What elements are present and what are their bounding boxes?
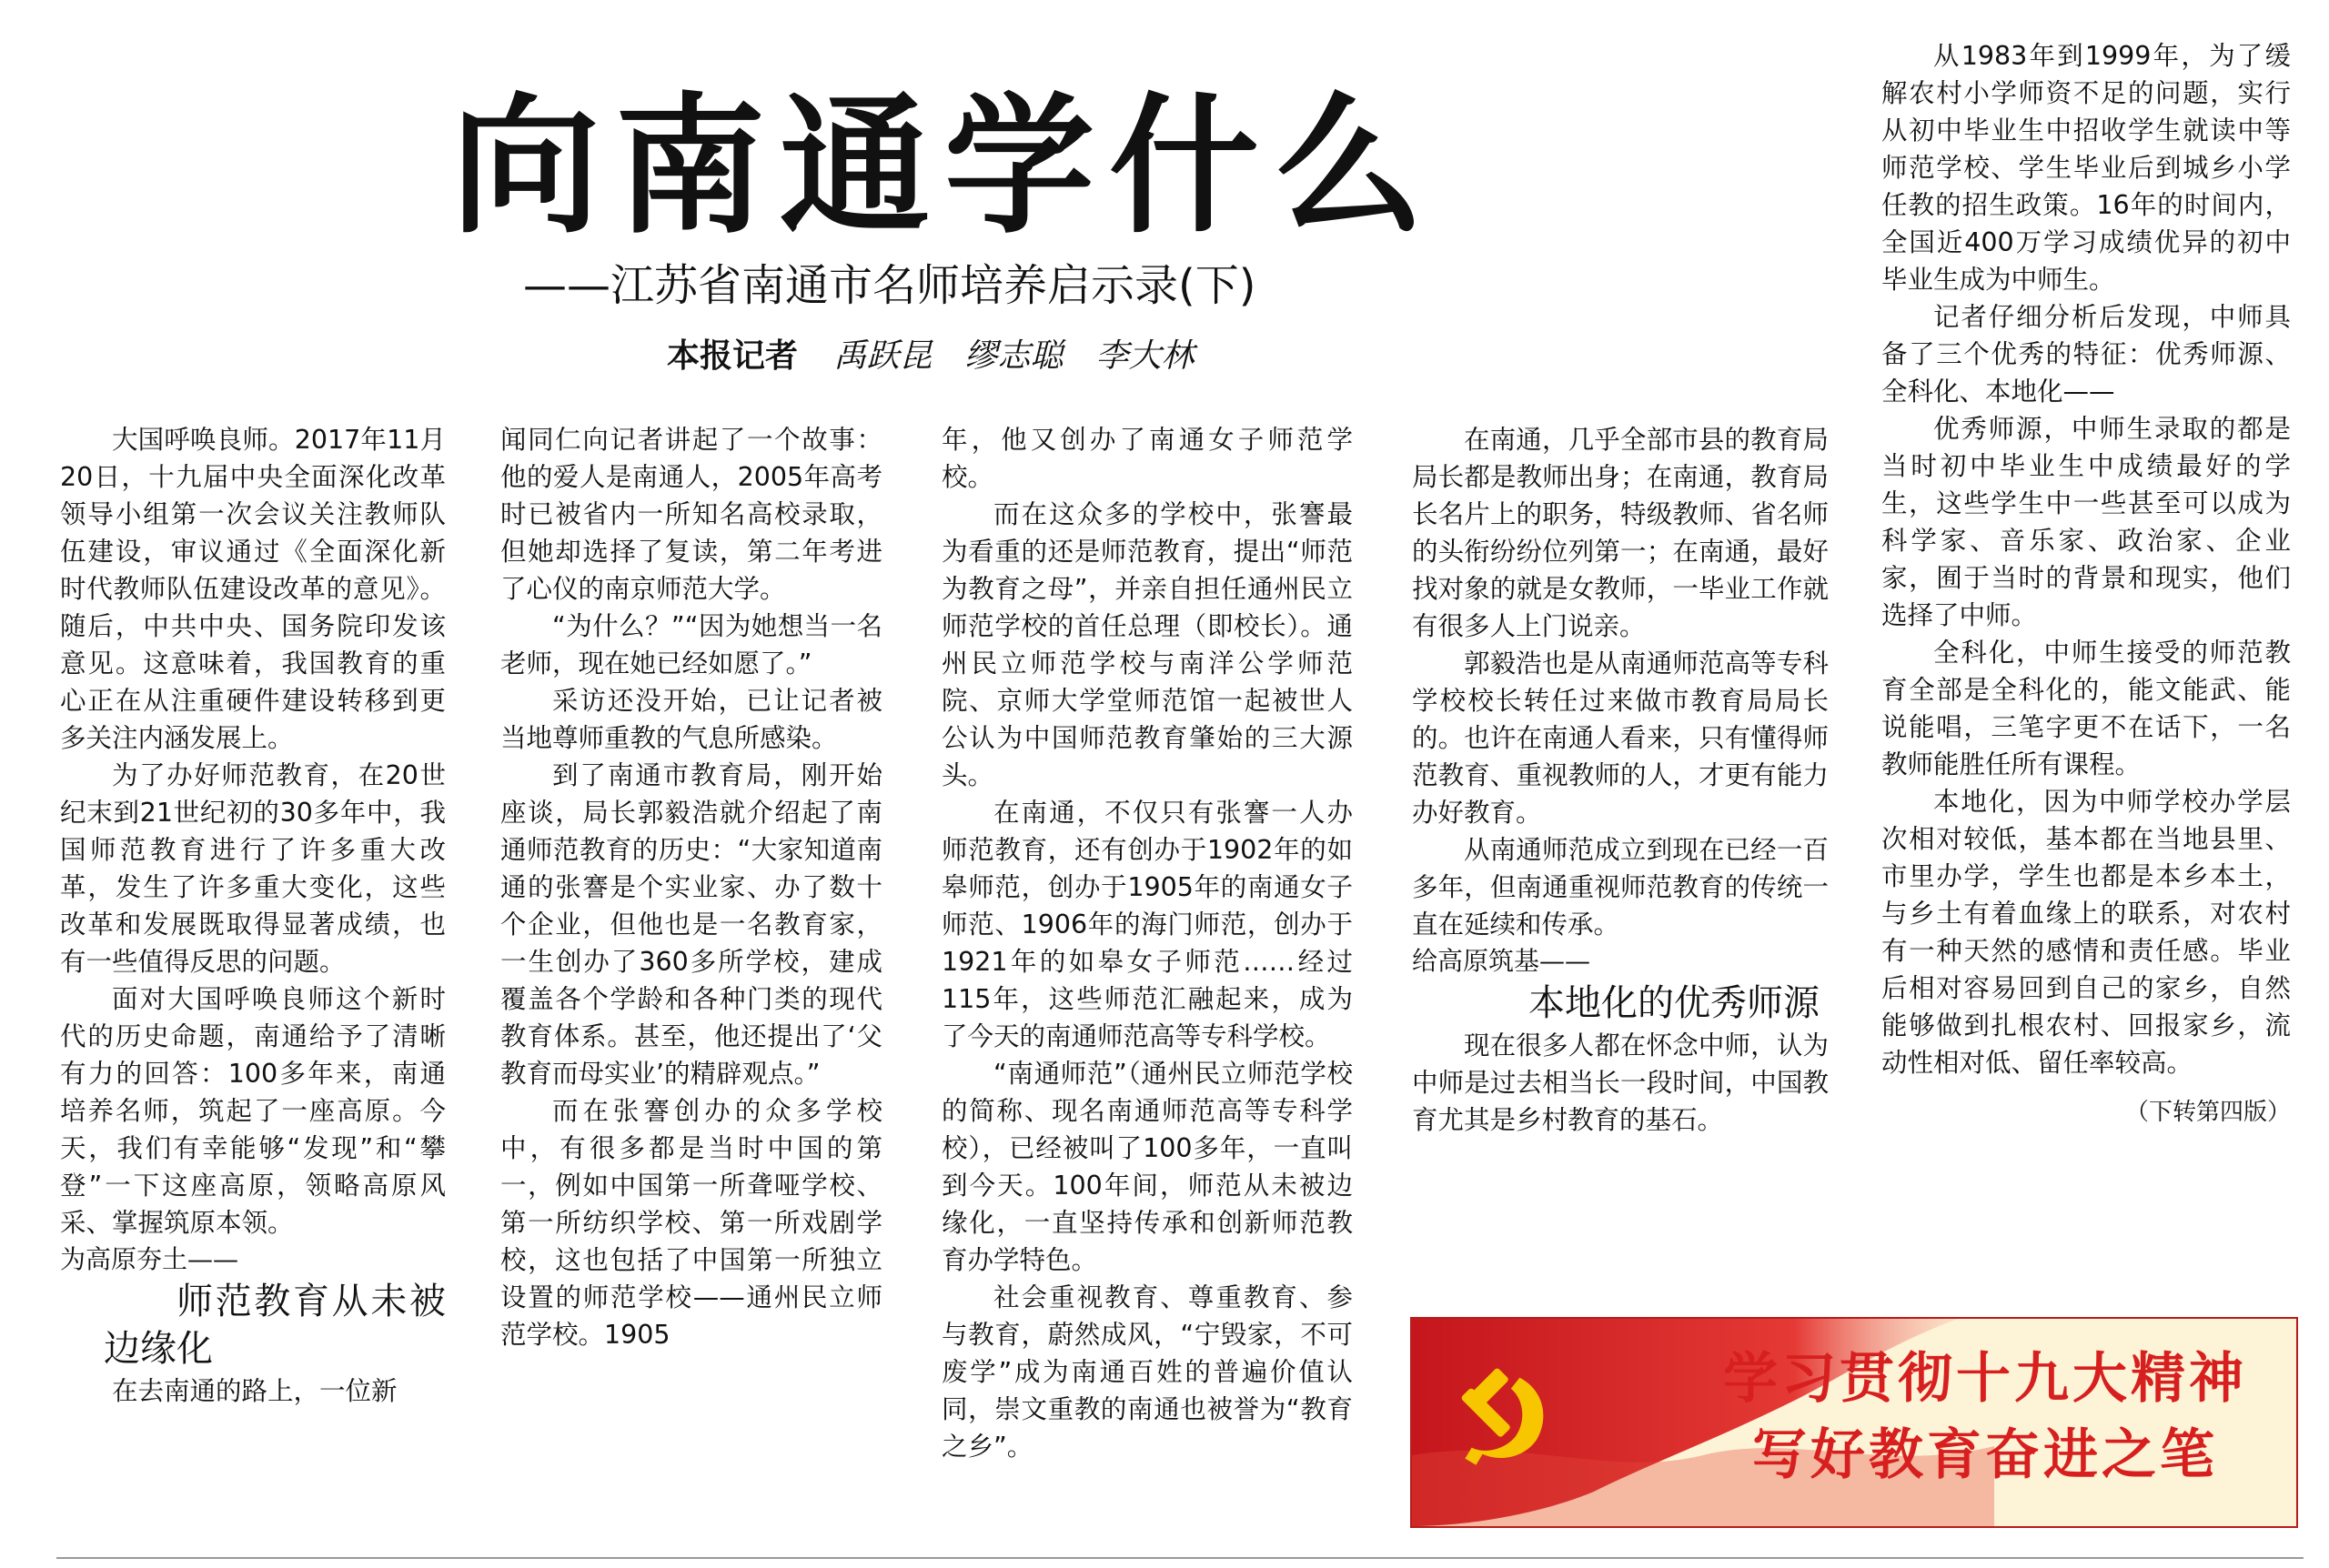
paragraph: 社会重视教育、尊重教育、参与教育，蔚然成风，“宁毁家，不可废学”成为南通百姓的普遍价值认同，崇文重教的南通也被誉为“教育之乡”。 [942,1282,1353,1462]
section-kicker: 给高原筑基—— [1412,946,1591,976]
banner-text [1703,1341,2267,1493]
paragraph: 大国呼唤良师。2017年11月20日，十九届中央全面深化改革领导小组第一次会议关注教师队伍建设，审议通过《全面深化新时代教师队伍建设改革的意见》。随后，中共中央、国务院印发该意见。这意味着，我国教育的重心正在从注重硬件建设转移到更多关注内涵发展上。 [60,425,446,753]
paragraph: “南通师范”（通州民立师范学校的简称、现名南通师范高等专科学校），已经被叫了100多年，一直叫到今天。100年间，师范从未被边缘化，一直坚持传承和创新师范教育办学特色。 [942,1059,1353,1275]
paragraph: 现在很多人都在怀念中师，认为中师是过去相当长一段时间，中国教育尤其是乡村教育的基石。 [1412,1030,1829,1135]
paragraph: 采访还没开始，已让记者被当地尊师重教的气息所感染。 [500,686,882,753]
byline-label: 本报记者 [667,337,799,375]
banner-line-2: 写好教育奋进之笔 [1752,1423,2218,1487]
paragraph: 记者仔细分析后发现，中师具备了三个优秀的特征：优秀师源、全科化、本地化—— [1881,302,2291,407]
subheadline: ——江苏省南通市名师培养启示录(下) [523,260,1256,311]
paragraph: 面对大国呼唤良师这个新时代的历史命题，南通给予了清晰有力的回答：100多年来，南通培养名师，筑起了一座高原。今天，我们有幸能够“发现”和“攀登”一下这座高原，领略高原风采、掌握筑原本领。 [60,984,446,1238]
slogan-banner [1410,1317,2298,1528]
continued-note: （下转第四版） [2124,1099,2291,1126]
paragraph: 郭毅浩也是从南通师范高等专科学校校长转任过来做市教育局局长的。也许在南通人看来，只有懂得师范教育、重视教师的人，才更有能力办好教育。 [1412,648,1829,828]
section-heading: 师范教育从未被边缘化 [104,1281,446,1370]
paragraph: 而在张謇创办的众多学校中，有很多都是当时中国的第一，例如中国第一所聋哑学校、第一所纺织学校、第一所戏剧学校，这也包括了中国第一所独立设置的师范学校——通州民立师范学校。1905 [500,1096,882,1350]
paragraph: 年，他又创办了南通女子师范学校。 [942,425,1353,492]
paragraph: 到了南通市教育局，刚开始座谈，局长郭毅浩就介绍起了南通师范教育的历史：“大家知道南通的张謇是个实业家、办了数十个企业，但他也是一名教育家，一生创办了360多所学校，建成覆盖各个学龄和各种门类的现代教育体系。甚至，他还提出了‘父教育而母实业’的精辟观点。” [500,760,882,1089]
party-emblem-icon [1452,1362,1561,1472]
banner-line-1: 学习贯彻十九大精神 [1723,1347,2247,1411]
paragraph: 优秀师源，中师生录取的都是当时初中毕业生中成绩最好的学生，这些学生中一些甚至可以成为科学家、音乐家、政治家、企业家，囿于当时的背景和现实，他们选择了中师。 [1881,414,2291,630]
paragraph: 本地化，因为中师学校办学层次相对较低，基本都在当地县里、市里办学，学生也都是本乡本土，与乡土有着血缘上的联系，对农村有一种天然的感情和责任感。毕业后相对容易回到自己的家乡，自然能够做到扎根农村、回报家乡，流动性相对低、留任率较高。 [1881,787,2291,1078]
article-column-1 [60,421,446,1410]
paragraph: 从1983年到1999年，为了缓解农村小学师资不足的问题，实行从初中毕业生中招收学生就读中等师范学校、学生毕业后到城乡小学任教的招生政策。16年的时间内，全国近400万学习成绩优异的初中毕业生成为中师生。 [1881,41,2291,295]
paragraph: 闻同仁向记者讲起了一个故事：他的爱人是南通人，2005年高考时已被省内一所知名高校录取，但她却选择了复读，第二年考进了心仪的南京师范大学。 [500,425,882,604]
paragraph: 在南通，几乎全部市县的教育局局长都是教师出身；在南通，教育局长名片上的职务，特级教师、省名师的头衔纷纷位列第一；在南通，最好找对象的就是女教师，一毕业工作就有很多人上门说亲。 [1412,425,1829,641]
byline-names: 禹跃昆 缪志聪 李大林 [833,337,1195,375]
byline [667,337,1195,375]
headline: 向南通学什么 [450,77,1438,254]
paragraph: 在去南通的路上，一位新 [112,1376,398,1406]
section-heading: 本地化的优秀师源 [1528,982,1820,1024]
paragraph: 从南通师范成立到现在已经一百多年，但南通重视师范教育的传统一直在延续和传承。 [1412,835,1829,940]
article-column-4 [1412,421,1829,1139]
bottom-rule [56,1557,2304,1559]
article-column-5 [1881,37,2291,1131]
article-column-2 [500,421,882,1353]
paragraph: 在南通，不仅只有张謇一人办师范教育，还有创办于1902年的如皋师范，创办于1905年的南通女子师范、1906年的海门师范，创办于1921年的如皋女子师范……经过115年，这些师范汇融起来，成为了今天的南通师范高等专科学校。 [942,798,1354,1051]
paragraph: “为什么？”“因为她想当一名老师，现在她已经如愿了。” [500,611,882,678]
paragraph: 而在这众多的学校中，张謇最为看重的还是师范教育，提出“师范为教育之母”，并亲自担任通州民立师范学校的首任总理（即校长）。通州民立师范学校与南洋公学师范院、京师大学堂师范馆一起被世人公认为中国师范教育肇始的三大源头。 [942,499,1353,790]
article-column-3 [942,421,1353,1465]
paragraph: 为了办好师范教育，在20世纪末到21世纪初的30多年中，我国师范教育进行了许多重大改革，发生了许多重大变化，这些改革和发展既取得显著成绩，也有一些值得反思的问题。 [60,760,446,977]
paragraph: 全科化，中师生接受的师范教育全部是全科化的，能文能武、能说能唱，三笔字更不在话下，一名教师能胜任所有课程。 [1881,638,2291,779]
section-kicker: 为高原夯土—— [60,1244,239,1274]
